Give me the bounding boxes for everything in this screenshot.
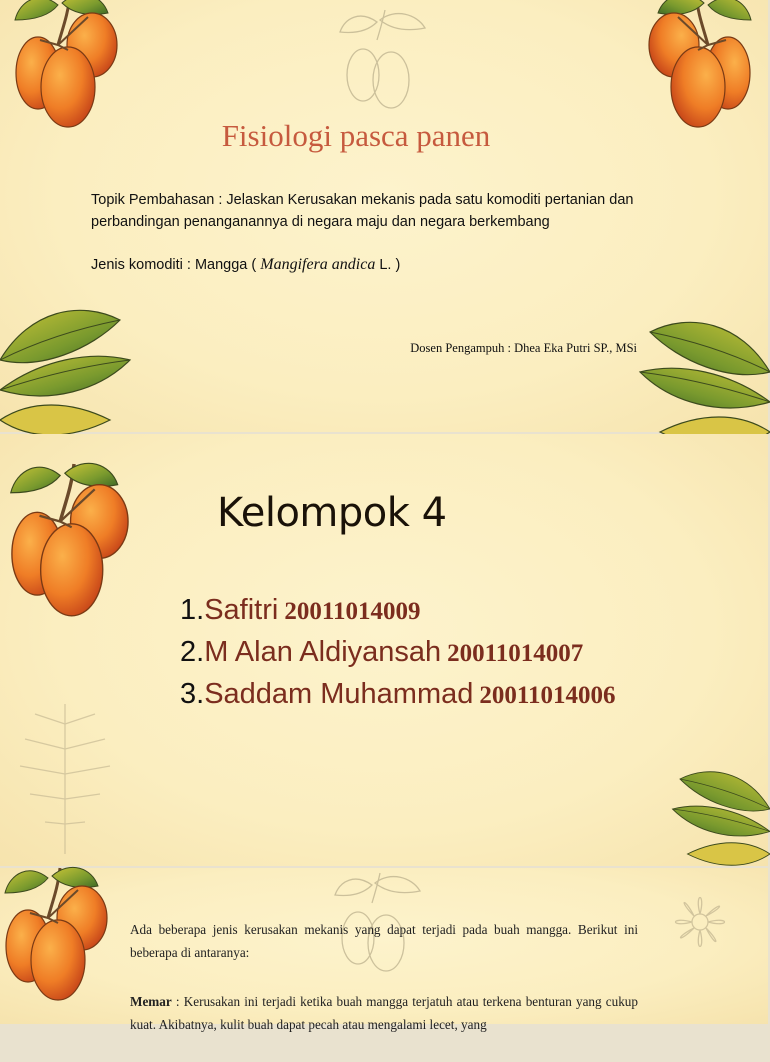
member-number: 3. bbox=[180, 678, 205, 710]
member-number: 1. bbox=[180, 594, 205, 626]
mango-sketch-icon bbox=[335, 10, 435, 110]
member-row bbox=[180, 636, 616, 678]
leaf-cluster-icon bbox=[620, 312, 770, 442]
slide-title bbox=[0, 0, 768, 432]
komoditi-suffix: L. ) bbox=[375, 257, 401, 273]
slide-group bbox=[0, 434, 768, 866]
komoditi-prefix: Jenis komoditi : Mangga ( bbox=[91, 257, 261, 273]
leaf-cluster-icon bbox=[0, 300, 140, 440]
memar-label: Memar bbox=[130, 994, 172, 1009]
member-name: Safitri bbox=[204, 594, 279, 626]
group-heading: Kelompok 4 bbox=[217, 490, 447, 536]
mango-branch-icon bbox=[636, 0, 766, 135]
member-row bbox=[180, 594, 616, 636]
member-row bbox=[180, 678, 616, 720]
topic-text: Topik Pembahasan : Jelaskan Kerusakan mekanis pada satu komoditi pertanian dan perbandingan penanganannya di negara maju dan negara berkembang bbox=[91, 192, 634, 230]
leaf-cluster-icon bbox=[670, 764, 770, 864]
intro-paragraph: Ada beberapa jenis kerusakan mekanis yang dapat terjadi pada buah mangga. Berikut ini beberapa di antaranya: bbox=[130, 922, 638, 960]
member-nim: 20011014006 bbox=[479, 682, 616, 709]
content-body bbox=[130, 918, 638, 1062]
komoditi-latin: Mangifera andica bbox=[260, 256, 376, 273]
member-nim: 20011014007 bbox=[447, 640, 584, 667]
member-name: Saddam Muhammad bbox=[204, 678, 474, 710]
member-nim: 20011014009 bbox=[284, 598, 421, 625]
slide-title-heading: Fisiologi pasca panen bbox=[221, 118, 491, 153]
komoditi-text bbox=[91, 256, 400, 274]
memar-text: : Kerusakan ini terjadi ketika buah mangga terjatuh atau terkena benturan yang cukup kuat. Akibatnya, kulit buah dapat pecah atau mengalami lecet, yang bbox=[130, 994, 638, 1032]
member-name: M Alan Aldiyansah bbox=[204, 636, 442, 668]
slide-content bbox=[0, 868, 768, 1032]
member-list bbox=[180, 594, 616, 720]
mango-branch-icon bbox=[10, 0, 130, 135]
mango-branch-icon bbox=[5, 434, 130, 634]
flower-sketch-icon bbox=[660, 882, 750, 972]
memar-paragraph bbox=[130, 990, 638, 1036]
member-number: 2. bbox=[180, 636, 205, 668]
dosen-text: Dosen Pengampuh : Dhea Eka Putri SP., MSi bbox=[410, 341, 637, 355]
mango-branch-icon bbox=[0, 868, 130, 1008]
fern-sketch-icon bbox=[5, 704, 125, 864]
